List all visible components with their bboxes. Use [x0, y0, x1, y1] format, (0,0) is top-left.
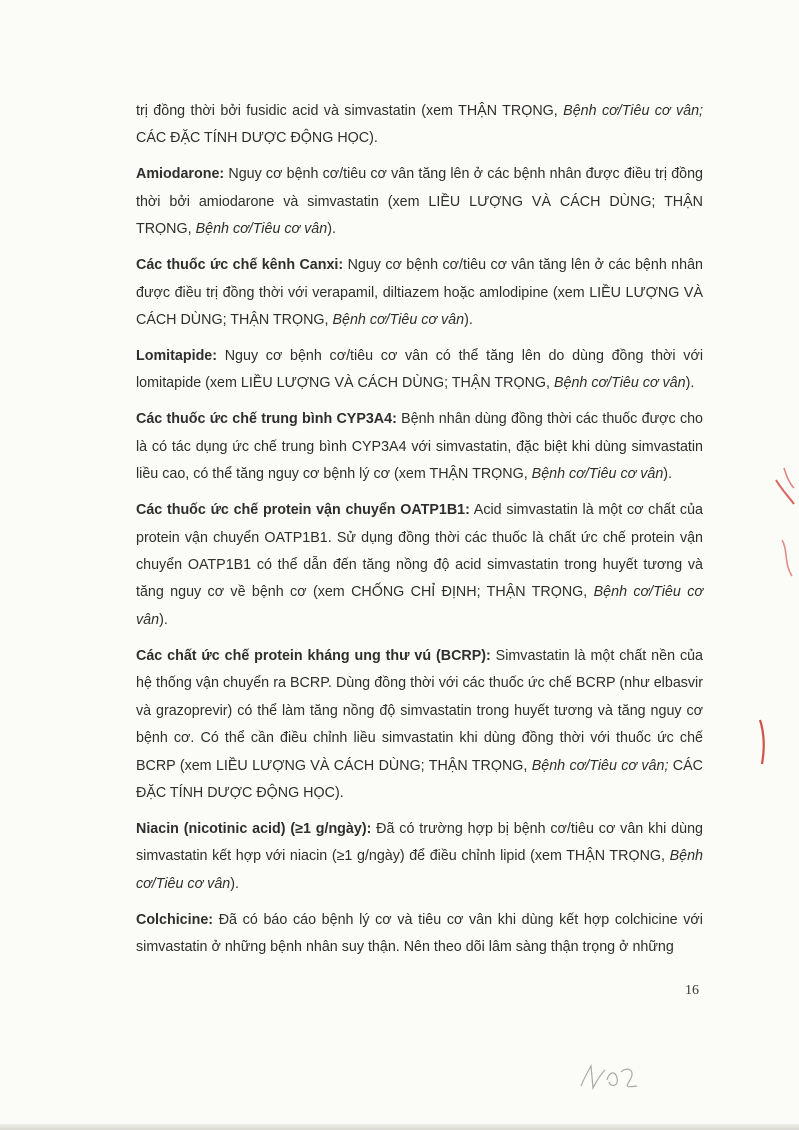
italic-reference: Bệnh cơ/Tiêu cơ vân;: [563, 103, 703, 119]
page-number: 16: [685, 983, 699, 998]
paragraph-calcium-channel: [136, 252, 703, 334]
paragraph-text: ).: [327, 221, 336, 238]
pencil-initials-mark: [575, 1058, 650, 1098]
paragraph-bcrp: [136, 643, 703, 807]
italic-reference: Bệnh cơ/Tiêu cơ vân: [136, 584, 703, 628]
paragraph-heading: Các thuốc ức chế kênh Canxi:: [136, 257, 344, 274]
paragraph-colchicine: [136, 907, 703, 962]
paragraph-niacin: [136, 816, 703, 898]
paragraph-cyp3a4: [136, 406, 703, 488]
paragraph-text: Simvastatin là một chất nền của hệ thống vận chuyển ra BCRP. Dùng đồng thời với các thuốc ức chế BCRP (như elbasvir và grazoprevir) có thể làm tăng nồng độ simvastatin trong huyết tương và tăng nguy cơ bệnh cơ. Có thể cần điều chỉnh liều simvastatin khi dùng đồng thời với thuốc ức chế BCRP (xem LIỀU LƯỢNG VÀ CÁCH DÙNG; THẬN TRỌNG,: [136, 647, 703, 774]
paragraph-text: Nguy cơ bệnh cơ/tiêu cơ vân tăng lên ở các bệnh nhân được điều trị đồng thời với verapamil, diltiazem hoặc amlodipine (xem LIỀU LƯỢNG VÀ CÁCH DÙNG; THẬN TRỌNG,: [136, 257, 703, 329]
italic-reference: Bệnh cơ/Tiêu cơ vân;: [531, 757, 669, 774]
paragraph-text: CÁC ĐẶC TÍNH DƯỢC ĐỘNG HỌC).: [136, 757, 703, 801]
paragraph-fusidic-continued: [136, 98, 703, 153]
paragraph-text: Nguy cơ bệnh cơ/tiêu cơ vân có thể tăng lên do dùng đồng thời với lomitapide (xem LIỀU LƯỢNG VÀ CÁCH DÙNG; THẬN TRỌNG,: [136, 348, 703, 392]
paragraph-heading: Niacin (nicotinic acid) (≥1 g/ngày):: [136, 820, 372, 837]
paragraph-heading: Amiodarone:: [136, 166, 225, 183]
paragraph-lomitapide: [136, 343, 703, 398]
paragraph-text: ).: [685, 375, 695, 392]
paragraph-heading: Các thuốc ức chế trung bình CYP3A4:: [136, 411, 397, 428]
paragraph-heading: Các chất ức chế protein kháng ung thư vú (BCRP):: [136, 647, 491, 664]
paragraph-text: ).: [663, 466, 673, 483]
paragraph-text: Bệnh nhân dùng đồng thời các thuốc được cho là có tác dụng ức chế trung bình CYP3A4 với simvastatin, đặc biệt khi dùng simvastatin liều cao, có thể tăng nguy cơ bệnh lý cơ (xem THẬN TRỌNG,: [136, 411, 703, 483]
italic-reference: Bệnh cơ/Tiêu cơ vân: [332, 312, 465, 329]
paragraph-text: trị đồng thời bởi fusidic acid và simvastatin (xem THẬN TRỌNG,: [136, 103, 564, 119]
red-margin-marks: [754, 460, 799, 780]
paragraph-heading: Các thuốc ức chế protein vận chuyển OATP1B1:: [136, 502, 470, 519]
paragraph-oatp1b1: [136, 497, 703, 634]
document-body: [136, 98, 703, 970]
italic-reference: Bệnh cơ/Tiêu cơ vân: [553, 375, 686, 392]
paragraph-text: CÁC ĐẶC TÍNH DƯỢC ĐỘNG HỌC).: [136, 130, 378, 147]
paragraph-text: Đã có trường hợp bị bệnh cơ/tiêu cơ vân khi dùng simvastatin kết hợp với niacin (≥1 g/ngày) để điều chỉnh lipid (xem THẬN TRỌNG,: [136, 820, 703, 865]
paragraph-text: Acid simvastatin là một cơ chất của protein vận chuyển OATP1B1. Sử dụng đồng thời các thuốc là chất ức chế protein vận chuyển OATP1B1 có thể dẫn đến tăng nồng độ acid simvastatin trong huyết tương và tăng nguy cơ về bệnh cơ (xem CHỐNG CHỈ ĐỊNH; THẬN TRỌNG,: [136, 502, 703, 601]
paragraph-heading: Colchicine:: [136, 911, 214, 928]
paragraph-text: Nguy cơ bệnh cơ/tiêu cơ vân tăng lên ở các bệnh nhân được điều trị đồng thời bởi amiodarone và simvastatin (xem LIỀU LƯỢNG VÀ CÁCH DÙNG; THẬN TRỌNG,: [136, 166, 703, 238]
paragraph-heading: Lomitapide:: [136, 348, 218, 365]
italic-reference: Bệnh cơ/Tiêu cơ vân: [136, 848, 703, 892]
paragraph-amiodarone: [136, 161, 703, 243]
paragraph-text: ).: [159, 611, 168, 628]
italic-reference: Bệnh cơ/Tiêu cơ vân: [531, 466, 664, 483]
paragraph-text: Đã có báo cáo bệnh lý cơ và tiêu cơ vân khi dùng kết hợp colchicine với simvastatin ở những bệnh nhân suy thận. Nên theo dõi lâm sàng thận trọng ở những: [136, 911, 703, 956]
italic-reference: Bệnh cơ/Tiêu cơ vân: [195, 221, 328, 238]
paragraph-text: ).: [230, 875, 239, 892]
paragraph-text: ).: [464, 312, 473, 329]
scan-edge-shadow: [0, 1124, 799, 1130]
